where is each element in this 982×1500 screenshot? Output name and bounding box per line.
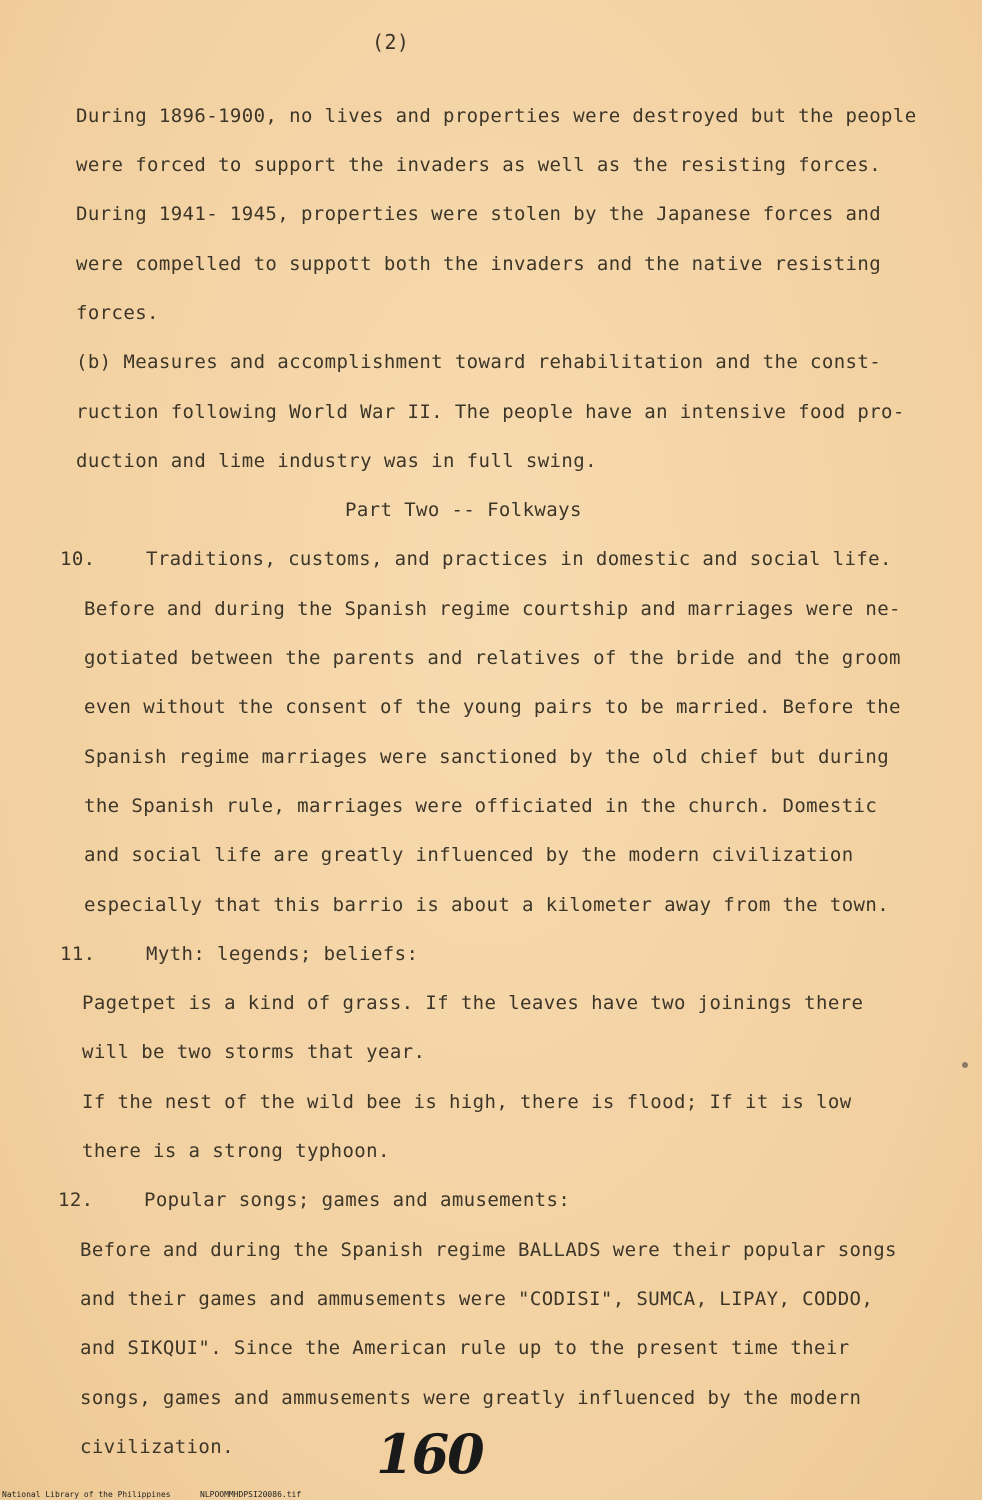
text-line: ruction following World War II. The people have an intensive food pro- — [76, 401, 905, 423]
text-line: Spanish regime marriages were sanctioned by the old chief but during — [84, 746, 890, 768]
item-number: 12. — [58, 1189, 94, 1211]
text-line: and their games and ammusements were "CODISI", SUMCA, LIPAY, CODDO, — [80, 1288, 874, 1310]
text-line: Pagetpet is a kind of grass. If the leaves have two joinings there — [82, 992, 864, 1014]
item-title: Traditions, customs, and practices in domestic and social life. — [146, 548, 892, 570]
text-line: duction and lime industry was in full swing. — [76, 450, 597, 472]
text-line: During 1941- 1945, properties were stolen by the Japanese forces and — [76, 203, 882, 225]
text-line: gotiated between the parents and relatives of the bride and the groom — [84, 647, 901, 669]
footer-filename: NLPOOMMHDPSI20086.tif — [200, 1490, 302, 1499]
text-line: and SIKQUI". Since the American rule up to the present time their — [80, 1337, 850, 1359]
text-line: were compelled to suppott both the invaders and the native resisting — [76, 253, 882, 275]
text-line: there is a strong typhoon. — [82, 1140, 390, 1162]
text-line: were forced to support the invaders as well as the resisting forces. — [76, 154, 882, 176]
text-line: Before and during the Spanish regime courtship and marriages were ne- — [84, 598, 901, 620]
item-number: 10. — [60, 548, 96, 570]
text-line: If the nest of the wild bee is high, there is flood; If it is low — [82, 1091, 852, 1113]
text-line: even without the consent of the young pairs to be married. Before the — [84, 696, 901, 718]
page-stamp-number: 160 — [376, 1422, 483, 1486]
text-line: Before and during the Spanish regime BALLADS were their popular songs — [80, 1239, 897, 1261]
footer-library: National Library of the Philippines — [2, 1490, 171, 1499]
text-line: songs, games and ammusements were greatly influenced by the modern — [80, 1387, 862, 1409]
text-line: During 1896-1900, no lives and properties were destroyed but the people — [76, 105, 917, 127]
item-title: Myth: legends; beliefs: — [146, 943, 419, 965]
item-title: Popular songs; games and amusements: — [144, 1189, 571, 1211]
text-line: (b) Measures and accomplishment toward rehabilitation and the const- — [76, 351, 882, 373]
text-line: the Spanish rule, marriages were officiated in the church. Domestic — [84, 795, 878, 817]
text-line: forces. — [76, 302, 159, 324]
paper-speck — [962, 1062, 968, 1068]
text-line: civilization. — [80, 1436, 234, 1458]
text-line: and social life are greatly influenced by the modern civilization — [84, 844, 854, 866]
text-line: especially that this barrio is about a kilometer away from the town. — [84, 894, 890, 916]
page-number: (2) — [372, 30, 410, 54]
part-heading: Part Two -- Folkways — [345, 499, 582, 521]
text-line: will be two storms that year. — [82, 1041, 426, 1063]
item-number: 11. — [60, 943, 96, 965]
